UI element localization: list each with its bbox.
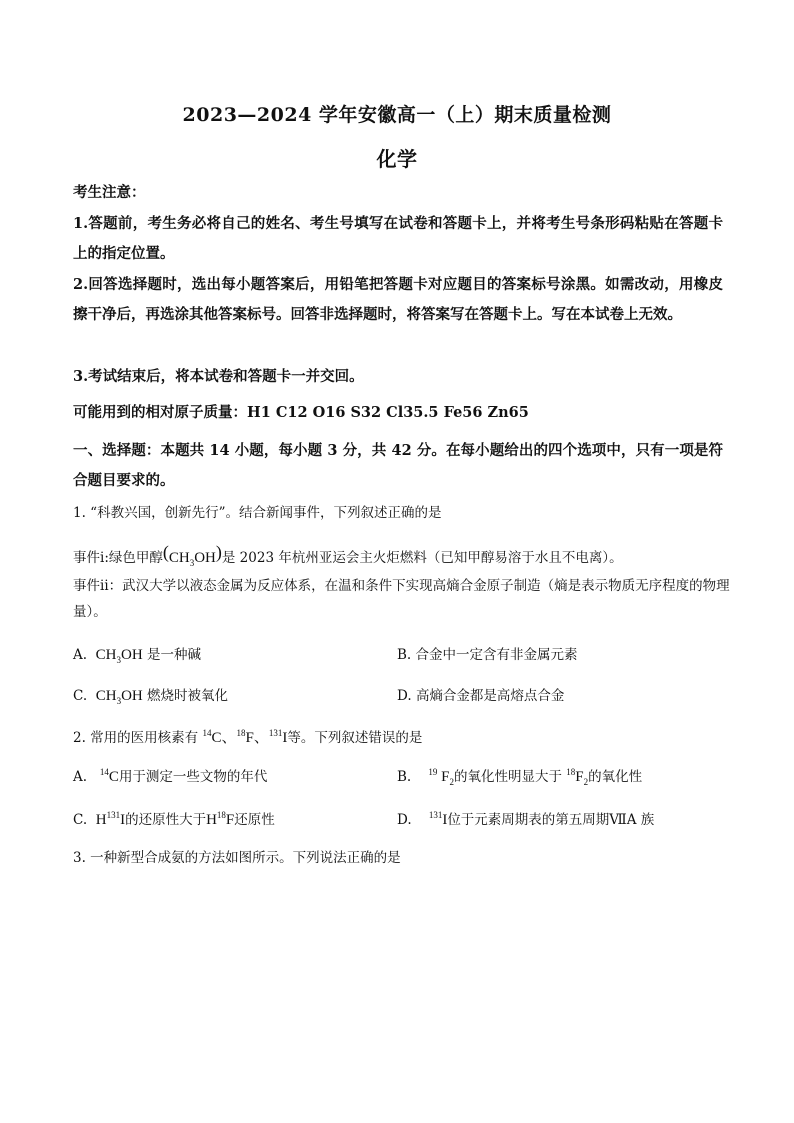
q1-option-a: [73, 643, 201, 667]
option-text: 还原性: [234, 812, 275, 828]
stem-prefix: 2. 常用的医用核素有: [73, 730, 199, 746]
hydrogen-iodide-131: $H^{131}I$: [95, 810, 126, 828]
methanol-formula: $CH_3OH$: [95, 647, 143, 665]
option-text: 合金中一定含有非金属元素: [415, 647, 578, 663]
option-text: 燃烧时被氧化: [147, 688, 229, 704]
question-2-stem: [73, 725, 733, 751]
carbon-14: $^{14}$C: [99, 767, 119, 785]
event-1-suffix: 是 2023 年杭州亚运会主火炬燃料（已知甲醇易溶于水且不电离）。: [221, 550, 623, 566]
option-label: C.: [73, 688, 88, 704]
option-text: 是一种碱: [146, 647, 201, 663]
option-text: 的氧化性: [588, 769, 643, 785]
stem-suffix: 等。下列叙述错误的是: [287, 730, 423, 746]
option-label: B.: [397, 769, 412, 785]
notice-item-2: 2.回答选择题时，选出每小题答案后，用铅笔把答题卡对应题目的答案标号涂黑。如需改动，用橡皮擦干净后，再选涂其他答案标号。回答非选择题时，将答案写在答题卡上。写在本试卷上无效。: [73, 276, 723, 323]
nuclide-list: $^{14}$C、$^{18}$F、$^{131}$I: [202, 728, 288, 746]
q1-option-d: [397, 684, 564, 708]
section-1-heading: 一、选择题：本题共 14 小题，每小题 3 分，共 42 分。在每小题给出的四个选项中，只有一项是符合题目要求的。: [73, 442, 723, 489]
option-text: 用于测定一些文物的年代: [118, 769, 268, 785]
option-text: 的还原性大于: [125, 812, 207, 828]
option-label: D.: [397, 688, 412, 704]
question-1-event-1: [73, 539, 733, 571]
methanol-formula: $CH_3OH$: [95, 688, 143, 706]
methanol-formula: $(CH_3OH)$: [162, 542, 222, 568]
fluorine-18: $^{18}F_2$: [566, 767, 589, 787]
q2-option-b: [397, 765, 642, 789]
event-1-prefix: 事件ⅰ:绿色甲醇: [73, 550, 163, 566]
option-text: 的氧化性明显大于: [453, 769, 562, 785]
question-1-stem: 1. “科教兴国，创新先行”。结合新闻事件，下列叙述正确的是: [73, 505, 442, 521]
option-label: C.: [73, 812, 88, 828]
q2-option-a: [73, 765, 267, 789]
hydrogen-fluoride-18: $H^{18}F$: [206, 810, 235, 828]
q2-option-c: [73, 808, 275, 832]
q1-option-b: [397, 643, 578, 667]
option-label: A.: [73, 769, 88, 785]
option-text: 高熵合金都是高熔点合金: [415, 688, 565, 704]
q1-option-c: [73, 684, 228, 708]
exam-title: 2023—2024 学年安徽高一（上）期末质量检测: [182, 104, 612, 126]
question-1-event-2: 事件ⅱ：武汉大学以液态金属为反应体系，在温和条件下实现高熵合金原子制造（熵是表示物质无序程度的物理量）。: [73, 578, 730, 620]
atomic-masses: 可能用到的相对原子质量：H1 C12 O16 S32 Cl35.5 Fe56 Zn65: [73, 404, 529, 421]
option-label: D.: [397, 812, 412, 828]
notice-item-1: 1.答题前，考生务必将自己的姓名、考生号填写在试卷和答题卡上，并将考生号条形码粘贴在答题卡上的指定位置。: [73, 215, 723, 262]
fluorine-19: $^{19}$ $F_2$: [428, 767, 454, 787]
question-3-stem: 3. 一种新型合成氨的方法如图所示。下列说法正确的是: [73, 850, 401, 866]
notice-heading: 考生注意：: [73, 184, 146, 201]
subject-title: 化学: [376, 147, 418, 171]
option-text: 位于元素周期表的第五周期ⅦA 族: [447, 812, 655, 828]
option-label: A.: [73, 647, 88, 663]
iodine-131: $^{131}$I: [428, 810, 448, 828]
option-label: B.: [397, 647, 412, 663]
q2-option-d: [397, 808, 654, 832]
notice-item-3: 3.考试结束后，将本试卷和答题卡一并交回。: [73, 368, 364, 385]
